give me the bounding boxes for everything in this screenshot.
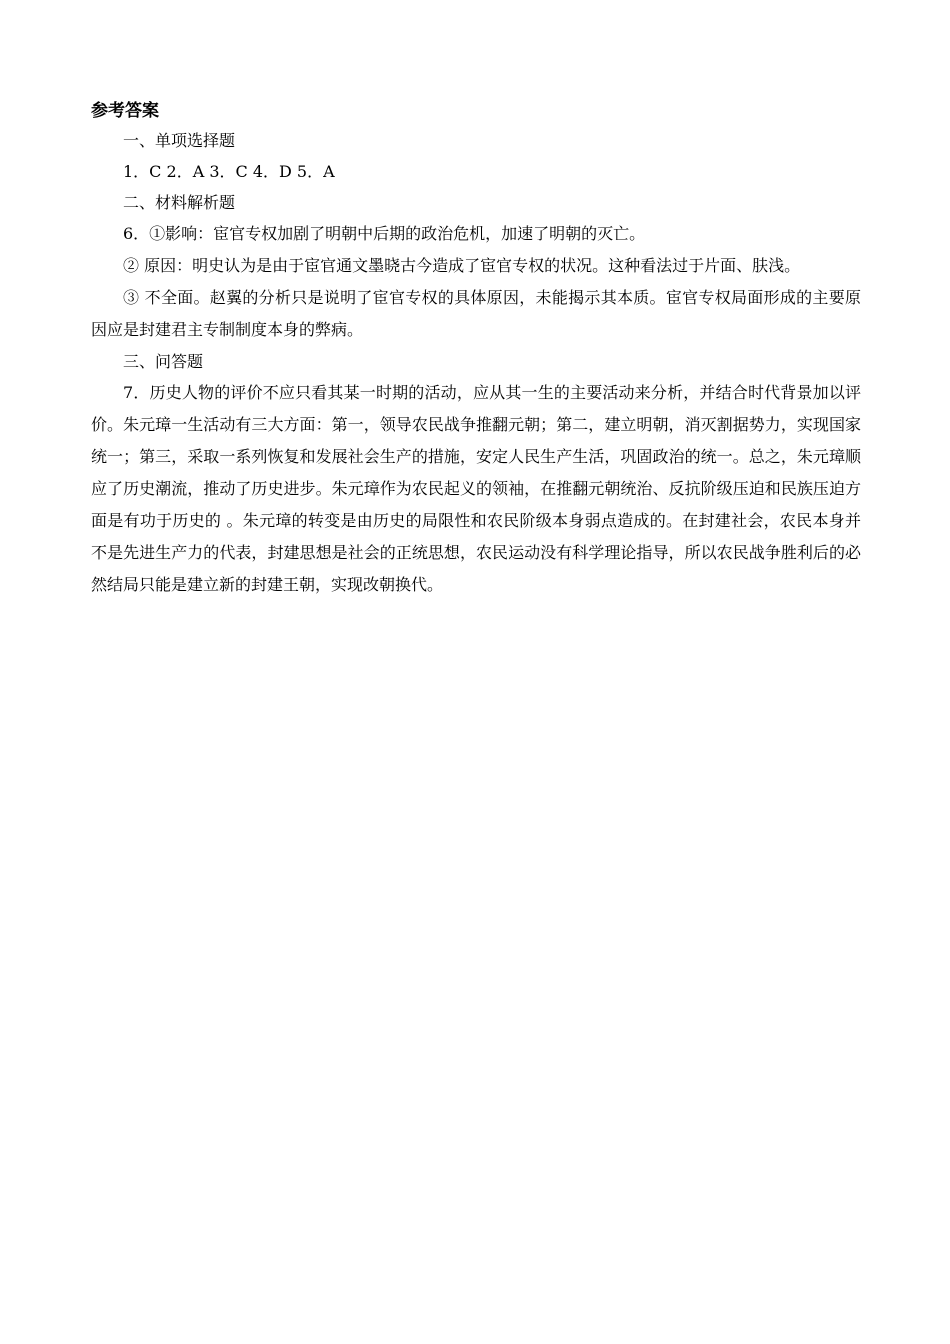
answer-document bbox=[91, 97, 861, 601]
answer-7: 7．历史人物的评价不应只看其某一时期的活动，应从其一生的主要活动来分析，并结合时代背景加以评价。朱元璋一生活动有三大方面：第一，领导农民战争推翻元朝；第二，建立明朝，消灭割据势力，实现国家统一；第三，采取一系列恢复和发展社会生产的措施，安定人民生产生活，巩固政治的统一。总之，朱元璋顺应了历史潮流，推动了历史进步。朱元璋作为农民起义的领袖，在推翻元朝统治、反抗阶级压迫和民族压迫方面是有功于历史的 。朱元璋的转变是由历史的局限性和农民阶级本身弱点造成的。在封建社会，农民本身并不是先进生产力的代表，封建思想是社会的正统思想，农民运动没有科学理论指导，所以农民战争胜利后的必然结局只能是建立新的封建王朝，实现改朝换代。 bbox=[91, 383, 861, 594]
section-heading-multiple-choice: 一、单项选择题 bbox=[123, 131, 236, 150]
answer-6-part-1: 6．①影响：宦官专权加剧了明朝中后期的政治危机，加速了明朝的灭亡。 bbox=[123, 224, 646, 243]
multiple-choice-answers: 1．C 2．A 3．C 4．D 5．A bbox=[123, 162, 335, 181]
section-heading-essay: 三、问答题 bbox=[123, 352, 204, 371]
section-heading-material-analysis: 二、材料解析题 bbox=[123, 193, 236, 212]
answer-6-part-2: ② 原因：明史认为是由于宦官通文墨晓古今造成了宦官专权的状况。这种看法过于片面、肤浅。 bbox=[123, 256, 801, 275]
answer-6-part-3: ③ 不全面。赵翼的分析只是说明了宦官专权的具体原因，未能揭示其本质。宦官专权局面形成的主要原因应是封建君主专制制度本身的弊病。 bbox=[91, 288, 861, 339]
document-title: 参考答案 bbox=[91, 101, 159, 121]
